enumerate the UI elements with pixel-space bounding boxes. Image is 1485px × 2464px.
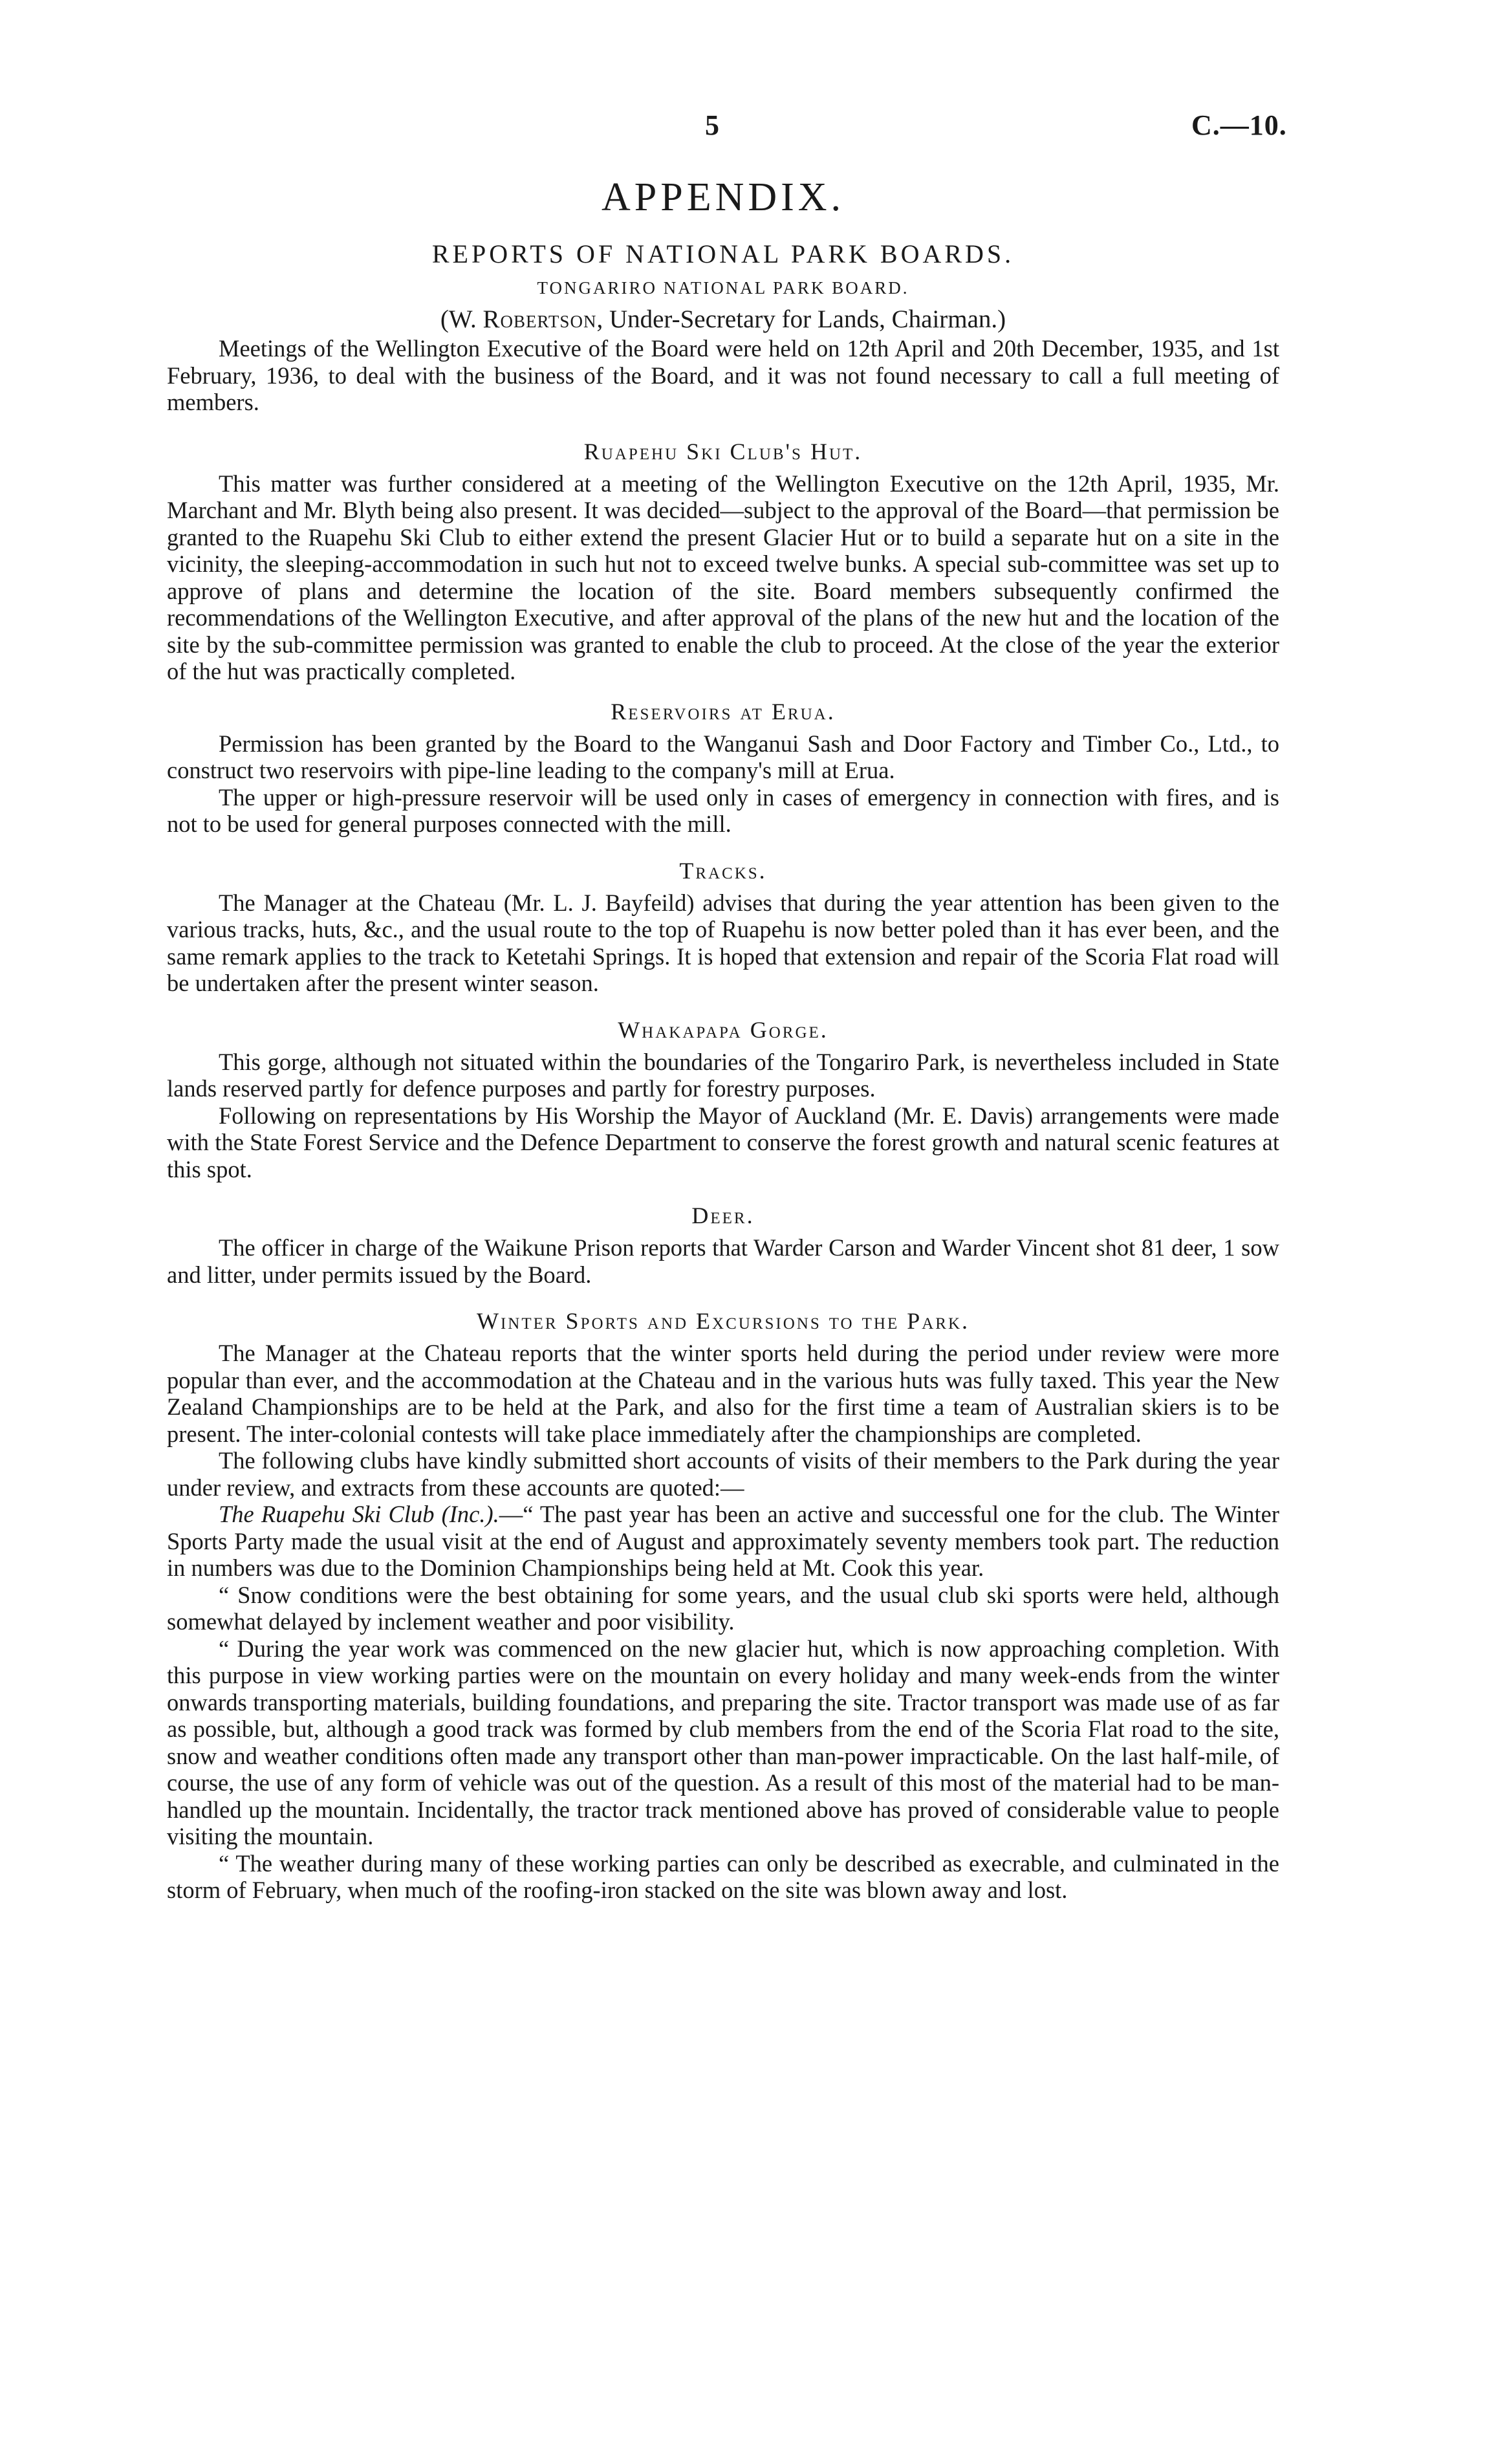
- chairman-open: (W.: [440, 305, 483, 333]
- gorge-paragraph-1: This gorge, although not situated within the boundaries of the Tongariro Park, is nevertheless included in State lands reserved partly for defence purposes and partly for forestry purposes.: [167, 1048, 1279, 1102]
- winter-paragraph-6: “ The weather during many of these working parties can only be described as execrable, and culminated in the storm of February, when much of the roofing-iron stacked on the site was blown away and lost.: [167, 1849, 1279, 1903]
- board-title: TONGARIRO NATIONAL PARK BOARD.: [537, 278, 909, 298]
- winter-paragraph-1: The Manager at the Chateau reports that the winter sports held during the period under review were more popular than ever, and the accommodation at the Chateau and in the various huts was fully taxed. This year the New Zealand Championships are to be held at the Park, and also for the first time a team of Australian skiers is to be present. The inter-colonial contests will take place immediately after the championships are completed.: [167, 1340, 1279, 1447]
- reservoirs-paragraph-2: The upper or high-pressure reservoir will be used only in cases of emergency in connection with fires, and is not to be used for general purposes connected with the mill.: [167, 783, 1279, 837]
- appendix-title: APPENDIX.: [601, 175, 845, 219]
- section-heading-gorge: Whakapapa Gorge.: [618, 1016, 829, 1043]
- chairman-line: [167, 305, 1279, 334]
- section-heading-ski-hut: Ruapehu Ski Club's Hut.: [583, 438, 863, 464]
- reports-title: REPORTS OF NATIONAL PARK BOARDS.: [431, 239, 1015, 268]
- club-name: The Ruapehu Ski Club (Inc.).: [219, 1501, 499, 1527]
- club-report-text: —“ The past year has been an active and successful one for the club. The Winter Sports Party made the usual visit at the end of August and approximately seventy members took part. The reduction in numbers was due to the Dominion Championships being held at Mt. Cook this year.: [167, 1501, 1279, 1581]
- chairman-name: Robertson: [482, 305, 597, 333]
- winter-paragraph-5: “ During the year work was commenced on the new glacier hut, which is now approaching completion. With this purpose in view working parties were on the mountain on every holiday and many week-ends from the winter onwards transporting materials, building foundations, and preparing the site. Tractor transport was made use of as far as possible, but, although a good track was formed by club members from the end of the Scoria Flat road to the site, snow and weather conditions often made any transport other than man-power impracticable. On the last half-mile, of course, the use of any form of vehicle was out of the question. As a result of this most of the material had to be man-handled up the mountain. Incidentally, the tractor track mentioned above has proved of considerable value to people visiting the mountain.: [167, 1635, 1279, 1849]
- page-header: [0, 109, 1485, 147]
- intro-paragraph: Meetings of the Wellington Executive of the Board were held on 12th April and 20th December, 1935, and 1st February, 1936, to deal with the business of the Board, and it was not found necessary to call a full meeting of members.: [167, 335, 1279, 415]
- section-heading-winter-sports: Winter Sports and Excursions to the Park.: [476, 1308, 970, 1334]
- gorge-paragraph-2: Following on representations by His Worship the Mayor of Auckland (Mr. E. Davis) arrangements were made with the State Forest Service and the Defence Department to conserve the forest growth and natural scenic features at this spot.: [167, 1102, 1279, 1183]
- section-heading-reservoirs: Reservoirs at Erua.: [611, 698, 836, 725]
- chairman-rest: , Under-Secretary for Lands, Chairman.): [596, 305, 1006, 333]
- section-heading-deer: Deer.: [691, 1203, 755, 1228]
- deer-paragraph: The officer in charge of the Waikune Prison reports that Warder Carson and Warder Vincent shot 81 deer, 1 sow and litter, under permits issued by the Board.: [167, 1234, 1279, 1288]
- reservoirs-paragraph-1: Permission has been granted by the Board to the Wanganui Sash and Door Factory and Timber Co., Ltd., to construct two reservoirs with pipe-line leading to the company's mill at Erua.: [167, 730, 1279, 783]
- winter-paragraph-3: [167, 1501, 1279, 1582]
- document-reference: C.—10.: [1191, 109, 1287, 141]
- section-heading-tracks: Tracks.: [679, 857, 767, 884]
- tracks-paragraph: The Manager at the Chateau (Mr. L. J. Bayfeild) advises that during the year attention has been given to the various tracks, huts, &c., and the usual route to the top of Ruapehu is now better poled than it has ever been, and the same remark applies to the track to Ketetahi Springs. It is hoped that extension and repair of the Scoria Flat road will be undertaken after the present winter season.: [167, 889, 1279, 996]
- winter-paragraph-2: The following clubs have kindly submitted short accounts of visits of their members to the Park during the year under review, and extracts from these accounts are quoted:—: [167, 1447, 1279, 1501]
- ski-hut-paragraph: This matter was further considered at a meeting of the Wellington Executive on the 12th April, 1935, Mr. Marchant and Mr. Blyth being also present. It was decided—subject to the approval of the Board—that permission be granted to the Ruapehu Ski Club to either extend the present Glacier Hut or to build a separate hut on a site in the vicinity, the sleeping-accommodation in such hut not to exceed twelve bunks. A special sub-committee was set up to approve of plans and determine the location of the site. Board members subsequently confirmed the recommendations of the Wellington Executive, and after approval of the plans of the new hut and the location of the site by the sub-committee permission was granted to enable the club to proceed. At the close of the year the exterior of the hut was practically completed.: [167, 470, 1279, 684]
- winter-paragraph-4: “ Snow conditions were the best obtaining for some years, and the usual club ski sports were held, although somewhat delayed by inclement weather and poor visibility.: [167, 1581, 1279, 1635]
- document-body: [167, 175, 1279, 1904]
- page-number: 5: [705, 109, 719, 141]
